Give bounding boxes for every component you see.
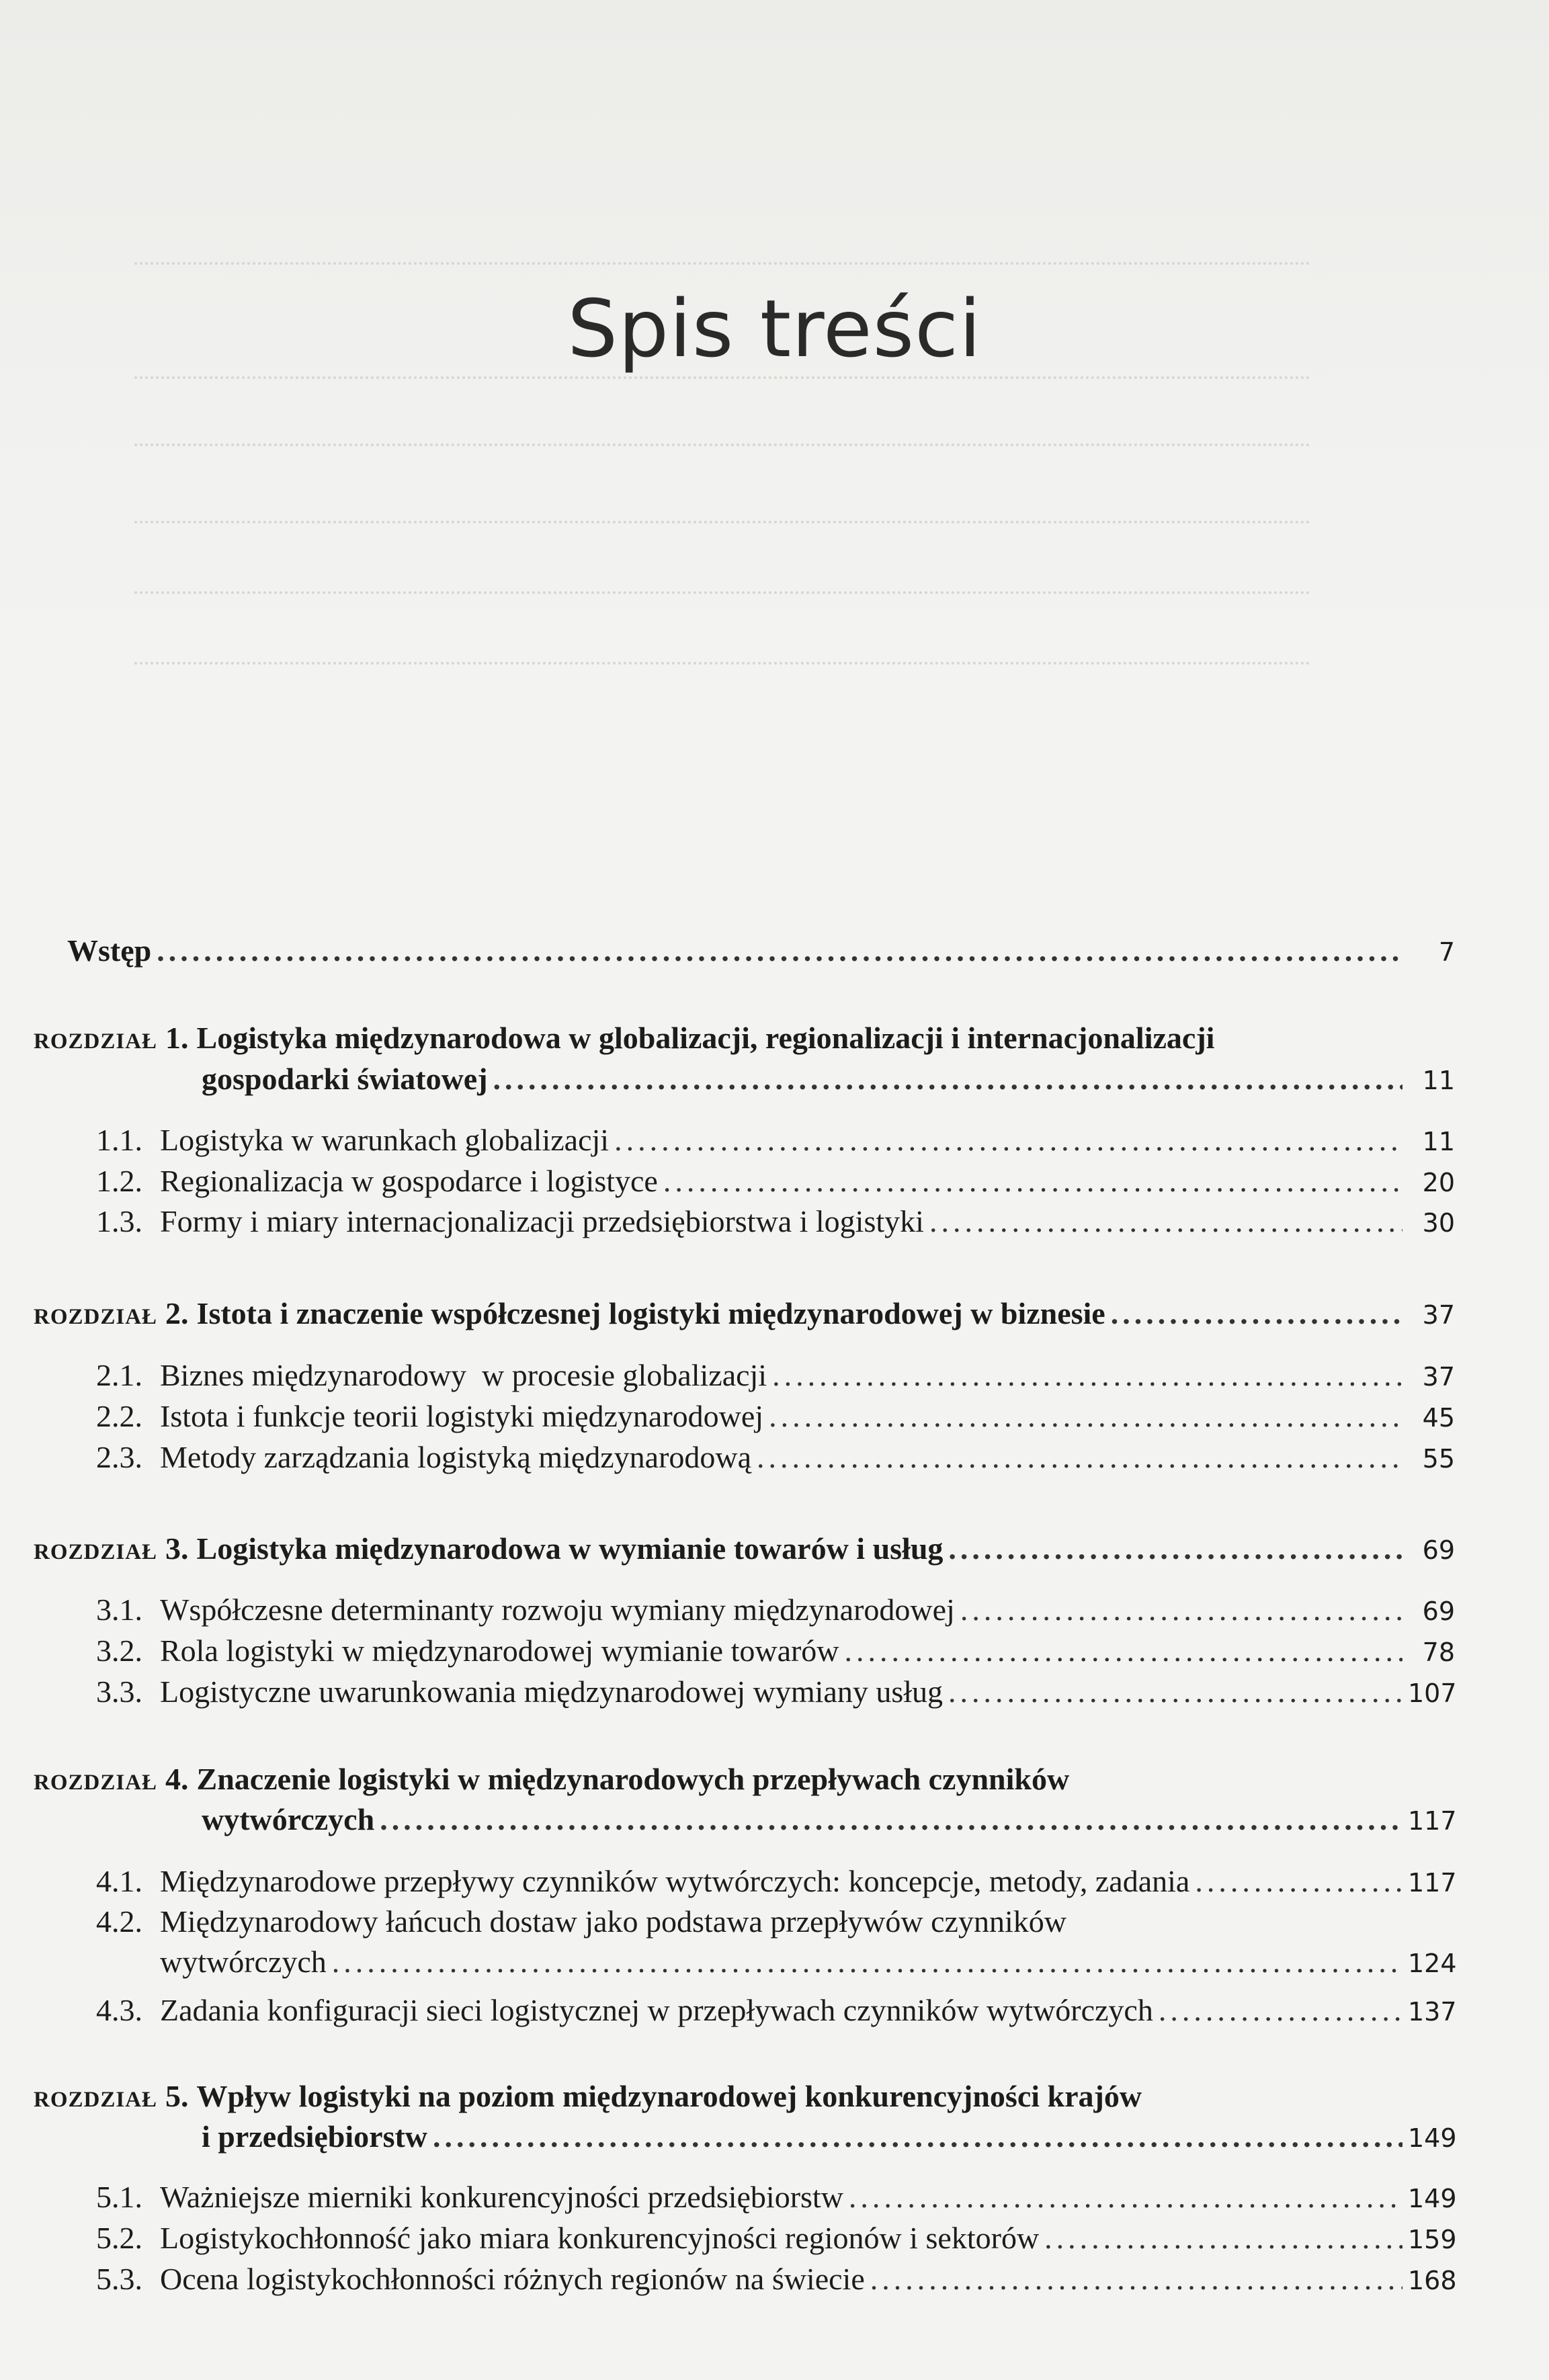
chapter-title: Znaczenie logistyki w międzynarodowych przepływach czynników xyxy=(196,1762,1070,1796)
chapter-5-heading[interactable] xyxy=(34,2076,1142,2120)
leader-dots xyxy=(769,1396,1403,1437)
section-number: 5.3. xyxy=(96,2262,142,2296)
page-number: 124 xyxy=(1408,1949,1457,1978)
section-label: Logistyczne uwarunkowania międzynarodowej wymiany usług xyxy=(160,1674,944,1709)
section-3-3[interactable] xyxy=(96,1672,1455,1713)
section-label: Regionalizacja w gospodarce i logistyce xyxy=(160,1164,658,1198)
leader-dots xyxy=(772,1355,1403,1396)
page-number: 11 xyxy=(1422,1127,1455,1156)
section-number: 4.2. xyxy=(96,1904,142,1939)
leader-dots xyxy=(493,1059,1403,1099)
chapter-number: 1. xyxy=(165,1021,189,1055)
chapter-prefix: ROZDZIAŁ xyxy=(34,1029,158,1054)
leader-dots xyxy=(1195,1861,1403,1902)
leader-dots xyxy=(948,1672,1403,1712)
chapter-number: 4. xyxy=(165,1762,189,1796)
leader-dots xyxy=(929,1201,1403,1242)
chapter-4-heading[interactable] xyxy=(34,1759,1069,1803)
section-number: 1.2. xyxy=(96,1164,142,1198)
chapter-title: Logistyka międzynarodowa w wymianie towarów i usług xyxy=(196,1531,944,1566)
page-number: 30 xyxy=(1422,1208,1455,1238)
page-number: 37 xyxy=(1422,1300,1455,1330)
page-number: 69 xyxy=(1422,1597,1455,1626)
section-2-1[interactable] xyxy=(96,1355,1455,1397)
page-number: 69 xyxy=(1422,1535,1455,1565)
section-label: Ważniejsze mierniki konkurencyjności przedsiębiorstw xyxy=(160,2180,843,2214)
chapter-title-cont: gospodarki światowej xyxy=(202,1062,488,1096)
page-number: 117 xyxy=(1408,1806,1457,1836)
section-1-1[interactable] xyxy=(96,1120,1455,1162)
leader-dots xyxy=(845,1631,1403,1671)
leader-dots xyxy=(433,2117,1403,2157)
section-label: Formy i miary internacjonalizacji przedsiębiorstwa i logistyki xyxy=(160,1204,924,1238)
section-number: 5.1. xyxy=(96,2180,142,2214)
leader-dots xyxy=(849,2177,1403,2217)
leader-dots xyxy=(1111,1293,1403,1334)
section-label-cont: wytwórczych xyxy=(160,1945,327,1979)
section-label: Logistykochłonność jako miara konkurencyjności regionów i sektorów xyxy=(160,2221,1040,2255)
chapter-title: Wpływ logistyki na poziom międzynarodowej konkurencyjności krajów xyxy=(196,2079,1142,2113)
leader-dots xyxy=(663,1161,1403,1201)
section-number: 4.3. xyxy=(96,1993,142,2027)
section-label: Międzynarodowy łańcuch dostaw jako podstawa przepływów czynników xyxy=(160,1904,1066,1939)
leader-dots xyxy=(614,1120,1403,1160)
section-label: Istota i funkcje teorii logistyki międzynarodowej xyxy=(160,1399,764,1433)
page-title: Spis treści xyxy=(567,282,982,375)
chapter-prefix: ROZDZIAŁ xyxy=(34,1540,158,1564)
leader-dots xyxy=(757,1437,1403,1478)
page-number: 11 xyxy=(1422,1066,1455,1095)
chapter-1-heading[interactable] xyxy=(34,1018,1214,1062)
leader-dots xyxy=(157,931,1403,971)
chapter-number: 3. xyxy=(165,1531,189,1566)
page-number: 149 xyxy=(1408,2184,1457,2213)
page-number: 78 xyxy=(1422,1638,1455,1667)
section-5-1[interactable] xyxy=(96,2177,1455,2219)
leader-dots xyxy=(1159,1990,1403,2031)
section-label: Biznes międzynarodowy w procesie globalizacji xyxy=(160,1358,767,1392)
section-label: Metody zarządzania logistyką międzynarodową xyxy=(160,1440,752,1474)
section-number: 3.1. xyxy=(96,1592,142,1627)
section-4-1[interactable] xyxy=(96,1861,1455,1903)
section-3-1[interactable] xyxy=(96,1590,1455,1631)
page-number: 107 xyxy=(1408,1678,1457,1708)
chapter-5-heading-cont[interactable] xyxy=(202,2117,1455,2158)
section-1-3[interactable] xyxy=(96,1201,1455,1243)
chapter-1-heading-cont[interactable] xyxy=(202,1059,1455,1101)
page-number: 149 xyxy=(1408,2123,1457,2153)
leader-dots xyxy=(380,1799,1403,1840)
chapter-prefix: ROZDZIAŁ xyxy=(34,2088,158,2112)
section-number: 5.2. xyxy=(96,2221,142,2255)
section-3-2[interactable] xyxy=(96,1631,1455,1672)
page-number: 137 xyxy=(1408,1997,1457,2027)
page-number: 159 xyxy=(1408,2225,1457,2254)
section-label: Logistyka w warunkach globalizacji xyxy=(160,1123,610,1157)
section-number: 2.3. xyxy=(96,1440,142,1474)
chapter-title-cont: wytwórczych xyxy=(202,1802,375,1836)
leader-dots xyxy=(332,1942,1403,1982)
chapter-title: Istota i znaczenie współczesnej logistyki międzynarodowej w biznesie xyxy=(196,1296,1105,1330)
chapter-prefix: ROZDZIAŁ xyxy=(34,1305,158,1329)
section-4-2[interactable] xyxy=(96,1902,1066,1942)
chapter-4-heading-cont[interactable] xyxy=(202,1799,1455,1841)
page-number: 55 xyxy=(1422,1444,1455,1474)
section-label: Zadania konfiguracji sieci logistycznej w przepływach czynników wytwórczych xyxy=(160,1993,1153,2027)
chapter-number: 5. xyxy=(165,2079,189,2113)
section-number: 2.1. xyxy=(96,1358,142,1392)
page-number: 117 xyxy=(1408,1868,1457,1898)
page-number: 20 xyxy=(1422,1168,1455,1197)
chapter-3-heading[interactable] xyxy=(34,1529,1455,1572)
section-4-3[interactable] xyxy=(96,1990,1455,2032)
section-1-2[interactable] xyxy=(96,1161,1455,1203)
intro-label: Wstęp xyxy=(67,933,152,968)
leader-dots xyxy=(960,1590,1403,1630)
section-5-2[interactable] xyxy=(96,2218,1455,2260)
section-number: 2.2. xyxy=(96,1399,142,1433)
chapter-title-cont: i przedsiębiorstw xyxy=(202,2119,428,2154)
section-number: 3.3. xyxy=(96,1674,142,1709)
chapter-2-heading[interactable] xyxy=(34,1293,1455,1337)
leader-dots xyxy=(1044,2218,1403,2258)
leader-dots xyxy=(948,1529,1403,1569)
page-number: 37 xyxy=(1422,1362,1455,1392)
page-number: 7 xyxy=(1438,937,1455,967)
section-2-3[interactable] xyxy=(96,1437,1455,1479)
section-4-2-cont[interactable] xyxy=(160,1942,1455,1984)
section-number: 1.1. xyxy=(96,1123,142,1157)
section-number: 4.1. xyxy=(96,1864,142,1898)
section-number: 1.3. xyxy=(96,1204,142,1238)
section-2-2[interactable] xyxy=(96,1396,1455,1438)
section-label: Rola logistyki w międzynarodowej wymianie towarów xyxy=(160,1633,839,1668)
section-label: Współczesne determinanty rozwoju wymiany międzynarodowej xyxy=(160,1592,955,1627)
chapter-title: Logistyka międzynarodowa w globalizacji, regionalizacji i internacjonalizacji xyxy=(196,1021,1215,1055)
toc-entry-intro[interactable] xyxy=(67,931,1455,972)
page-number: 168 xyxy=(1408,2266,1457,2295)
page-number: 45 xyxy=(1422,1403,1455,1433)
section-label: Ocena logistykochłonności różnych regionów na świecie xyxy=(160,2262,865,2296)
chapter-number: 2. xyxy=(165,1296,189,1330)
section-5-3[interactable] xyxy=(96,2259,1455,2301)
section-label: Międzynarodowe przepływy czynników wytwórczych: koncepcje, metody, zadania xyxy=(160,1864,1190,1898)
chapter-prefix: ROZDZIAŁ xyxy=(34,1771,158,1795)
leader-dots xyxy=(870,2259,1403,2299)
section-number: 3.2. xyxy=(96,1633,142,1668)
